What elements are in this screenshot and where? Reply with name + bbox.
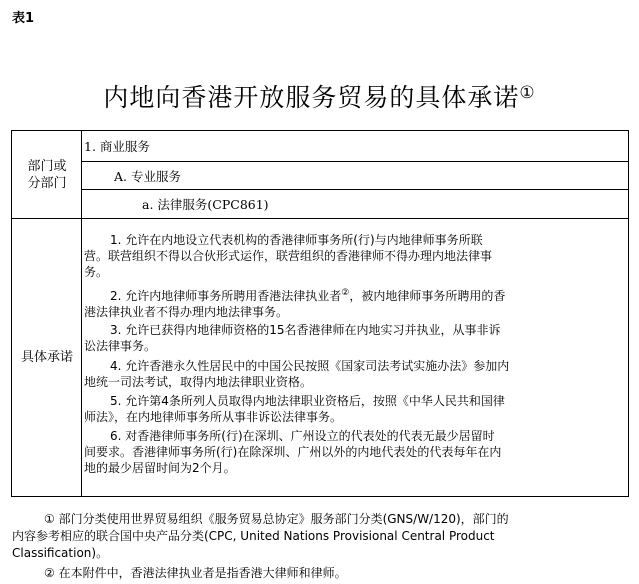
commitment-3-line2: 讼法律事务。 [84,339,157,353]
commitments-table [11,130,629,497]
commitment-4-line2: 地统一司法考试，取得内地法律职业资格。 [84,375,313,389]
commitment-item-3 [84,322,626,354]
document-title [0,78,639,114]
footnote-1-line3: Classification)。 [12,546,109,560]
footnote-marker-2[interactable]: ② [341,288,350,298]
commitment-item-4 [84,358,626,390]
sector-row-commercial: 1. 商业服务 [84,139,150,154]
commitment-label: 具体承诺 [20,350,73,365]
footnote-1-line2: 内容参考相应的联合国中央产品分类(CPC, United Nations Provisional Central Product [12,529,495,543]
commitment-6-line1: 6. 对香港律师事务所(行)在深圳、广州设立的代表处的代表无最少居留时 [110,429,495,443]
commitment-item-1 [84,232,626,280]
sector-label-line1: 部门或 [27,159,67,174]
commitment-5-line2: 师法》，在内地律师事务所从事非诉讼法律事务。 [84,410,343,424]
commitment-6-line2: 间要求。香港律师事务所(行)在除深圳、广州以外的内地代表处的代表每年在内 [84,445,502,459]
commitment-1-line1: 1. 允许在内地设立代表机构的香港律师事务所(行)与内地律师事务所联 [110,233,483,247]
footnote-1 [12,511,636,562]
sector-label-line2: 分部门 [27,176,67,191]
commitment-2-text-a: 2. 允许内地律师事务所聘用香港法律执业者 [110,289,342,303]
commitment-2-line2: 港法律执业者不得办理内地法律事务。 [84,305,289,319]
title-text: 内地向香港开放服务贸易的具体承诺 [103,83,520,112]
footnote-2: ② 在本附件中，香港法律执业者是指香港大律师和律师。 [44,566,347,580]
commitment-2-line1 [84,288,626,304]
row-divider-b [82,189,628,190]
row-divider-sector [12,218,628,219]
row-divider-a [82,161,628,162]
commitment-6-line3: 地的最少居留时间为2个月。 [84,461,236,475]
commitment-5-line1: 5. 允许第4条所列人员取得内地法律职业资格后，按照《中华人民共和国律 [110,394,505,408]
commitment-2-text-b: ，被内地律师事务所聘用的香 [349,289,506,303]
commitment-item-5 [84,393,626,425]
title-footnote-marker[interactable]: ① [519,83,536,103]
sector-row-professional: A. 专业服务 [114,169,181,184]
commitment-4-line1: 4. 允许香港永久性居民中的中国公民按照《国家司法考试实施办法》参加内 [110,359,510,373]
footnote-1-line1: ① 部门分类使用世界贸易组织《服务贸易总协定》服务部门分类(GNS/W/120)，部门的 [44,512,509,526]
commitment-1-line3: 务。 [84,265,109,279]
commitment-item-6 [84,428,626,476]
commitment-3-line1: 3. 允许已获得内地律师资格的15名香港律师在内地实习并执业，从事非诉 [110,323,501,337]
commitment-1-line2: 营。联营组织不得以合伙形式运作，联营组织的香港律师不得办理内地法律事 [84,249,493,263]
table-label: 表1 [12,11,35,26]
commitment-item-2 [84,288,626,320]
sector-label [12,158,82,192]
sector-row-legal: a. 法律服务(CPC861) [142,197,269,212]
